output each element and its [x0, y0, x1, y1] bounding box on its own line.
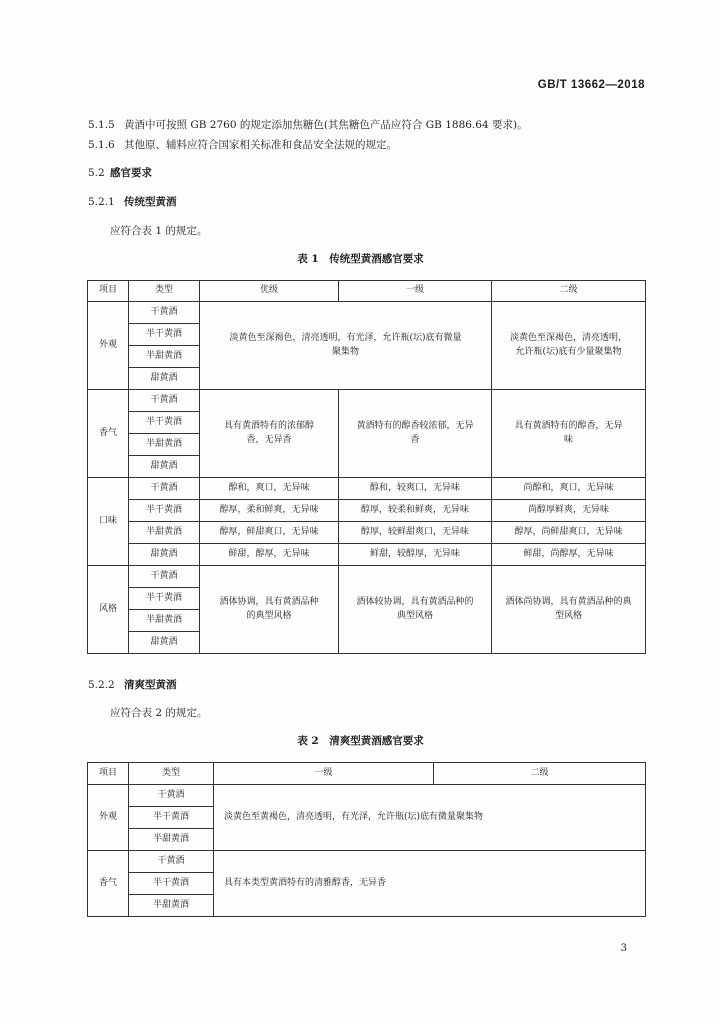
- header-cell: 二级: [434, 763, 646, 785]
- requirement-cell: 醇厚，较鲜甜爽口，无异味: [339, 522, 492, 544]
- clause-number: 5.1.5: [88, 119, 115, 131]
- type-cell: 半干黄酒: [129, 412, 200, 434]
- page-number: 3: [620, 943, 627, 954]
- table-row: [88, 566, 646, 588]
- section-title: 传统型黄酒: [124, 196, 177, 208]
- section-title: 清爽型黄酒: [124, 679, 177, 691]
- requirement-cell: 尚醇厚鲜爽，无异味: [492, 500, 646, 522]
- requirement-text: 具有黄酒特有的浓郁醇香，无异香: [223, 420, 314, 445]
- table2-title: 表 2 清爽型黄酒感官要求: [297, 735, 424, 747]
- section-5-2-1-text: 应符合表 1 的规定。: [110, 225, 208, 237]
- requirement-cell: 尚醇和，爽口，无异味: [492, 478, 646, 500]
- table1-title: 表 1 传统型黄酒感官要求: [297, 253, 424, 265]
- clause-text: 黄酒中可按照 GB 2760 的规定添加焦糖色(其焦糖色产品应符合 GB 1886.64 要求)。: [124, 119, 528, 131]
- type-cell: 干黄酒: [129, 566, 200, 588]
- type-cell: 甜黄酒: [129, 456, 200, 478]
- requirement-cell: 醇和，较爽口，无异味: [339, 478, 492, 500]
- requirement-cell: [200, 302, 492, 390]
- header-cell: 二级: [492, 281, 646, 302]
- type-cell: 半甜黄酒: [129, 434, 200, 456]
- section-5-2-2-text: 应符合表 2 的规定。: [110, 707, 208, 719]
- type-cell: 半干黄酒: [129, 873, 214, 895]
- clause-number: 5.1.6: [88, 139, 115, 151]
- header-cell: 项目: [88, 281, 129, 302]
- type-cell: 甜黄酒: [129, 368, 200, 390]
- type-cell: 干黄酒: [129, 478, 200, 500]
- section-5-2-1-heading: [88, 194, 177, 209]
- standard-code: GB/T 13662—2018: [537, 79, 645, 91]
- type-cell: 半甜黄酒: [129, 610, 200, 632]
- type-cell: 干黄酒: [129, 785, 214, 807]
- requirement-cell: [200, 566, 339, 654]
- requirement-cell: 醇厚，较柔和鲜爽，无异味: [339, 500, 492, 522]
- table-row: [88, 302, 646, 324]
- section-number: 5.2.1: [88, 196, 115, 208]
- table1: [87, 280, 646, 654]
- item-cell: 外观: [88, 785, 129, 851]
- requirement-cell: 鲜甜，醇厚，无异味: [200, 544, 339, 566]
- requirement-cell: [214, 851, 646, 917]
- item-cell: 口味: [88, 478, 129, 566]
- requirement-text: 淡黄色至黄褐色，清亮透明，有光泽，允许瓶(坛)底有微量聚集物: [224, 811, 484, 822]
- section-number: 5.2: [88, 167, 105, 179]
- item-cell: 外观: [88, 302, 129, 390]
- requirement-cell: [214, 785, 646, 851]
- table-row: [88, 500, 646, 522]
- requirement-text: 具有黄酒特有的醇香，无异味: [514, 420, 623, 445]
- requirement-cell: 醇厚，尚鲜甜爽口，无异味: [492, 522, 646, 544]
- requirement-text: 酒体尚协调，具有黄酒品种的典型风格: [505, 596, 632, 621]
- requirement-text: 具有本类型黄酒特有的清雅醇香，无异香: [224, 877, 387, 888]
- requirement-text: 淡黄色至深褐色，清亮透明，有光泽，允许瓶(坛)底有微量聚集物: [229, 332, 462, 357]
- requirement-cell: [200, 390, 339, 478]
- item-cell: 风格: [88, 566, 129, 654]
- requirement-cell: 醇厚，柔和鲜爽，无异味: [200, 500, 339, 522]
- type-cell: 半干黄酒: [129, 588, 200, 610]
- type-cell: 半甜黄酒: [129, 895, 214, 917]
- table-row: [88, 478, 646, 500]
- requirement-text: 淡黄色至深褐色，清亮透明，允许瓶(坛)底有少量聚集物: [509, 332, 627, 357]
- section-5-2-2-heading: [88, 677, 177, 692]
- type-cell: 干黄酒: [129, 851, 214, 873]
- header-cell: 优级: [200, 281, 339, 302]
- type-cell: 甜黄酒: [129, 544, 200, 566]
- type-cell: 甜黄酒: [129, 632, 200, 654]
- table-header-row: [88, 763, 646, 785]
- requirement-cell: [492, 566, 646, 654]
- type-cell: 半甜黄酒: [129, 346, 200, 368]
- table-row: [88, 544, 646, 566]
- type-cell: 半甜黄酒: [129, 829, 214, 851]
- header-cell: 一级: [339, 281, 492, 302]
- type-cell: 半干黄酒: [129, 500, 200, 522]
- type-cell: 干黄酒: [129, 390, 200, 412]
- clause-5-1-5: [88, 117, 528, 132]
- header-cell: 类型: [129, 763, 214, 785]
- requirement-cell: 鲜甜，尚醇厚，无异味: [492, 544, 646, 566]
- table-row: [88, 851, 646, 873]
- requirement-cell: [492, 302, 646, 390]
- requirement-text: 黄酒特有的醇香较浓郁，无异香: [356, 420, 474, 445]
- table-row: [88, 522, 646, 544]
- requirement-cell: [339, 390, 492, 478]
- header-cell: 一级: [214, 763, 434, 785]
- type-cell: 半甜黄酒: [129, 522, 200, 544]
- type-cell: 干黄酒: [129, 302, 200, 324]
- table-row: [88, 390, 646, 412]
- section-5-2-heading: [88, 165, 152, 180]
- requirement-cell: 醇厚，鲜甜爽口，无异味: [200, 522, 339, 544]
- item-cell: 香气: [88, 390, 129, 478]
- section-number: 5.2.2: [88, 679, 115, 691]
- requirement-cell: 鲜甜，较醇厚，无异味: [339, 544, 492, 566]
- clause-text: 其他原、辅料应符合国家相关标准和食品安全法规的规定。: [124, 139, 397, 151]
- clause-5-1-6: [88, 137, 397, 152]
- type-cell: 半干黄酒: [129, 324, 200, 346]
- requirement-text: 酒体协调，具有黄酒品种的典型风格: [219, 596, 319, 621]
- requirement-text: 酒体较协调，具有黄酒品种的典型风格: [356, 596, 474, 621]
- item-cell: 香气: [88, 851, 129, 917]
- table2: [87, 762, 646, 917]
- type-cell: 半干黄酒: [129, 807, 214, 829]
- requirement-cell: [339, 566, 492, 654]
- header-cell: 类型: [129, 281, 200, 302]
- table-header-row: [88, 281, 646, 302]
- requirement-cell: [492, 390, 646, 478]
- section-title: 感官要求: [110, 167, 152, 179]
- requirement-cell: 醇和，爽口，无异味: [200, 478, 339, 500]
- table-row: [88, 785, 646, 807]
- header-cell: 项目: [88, 763, 129, 785]
